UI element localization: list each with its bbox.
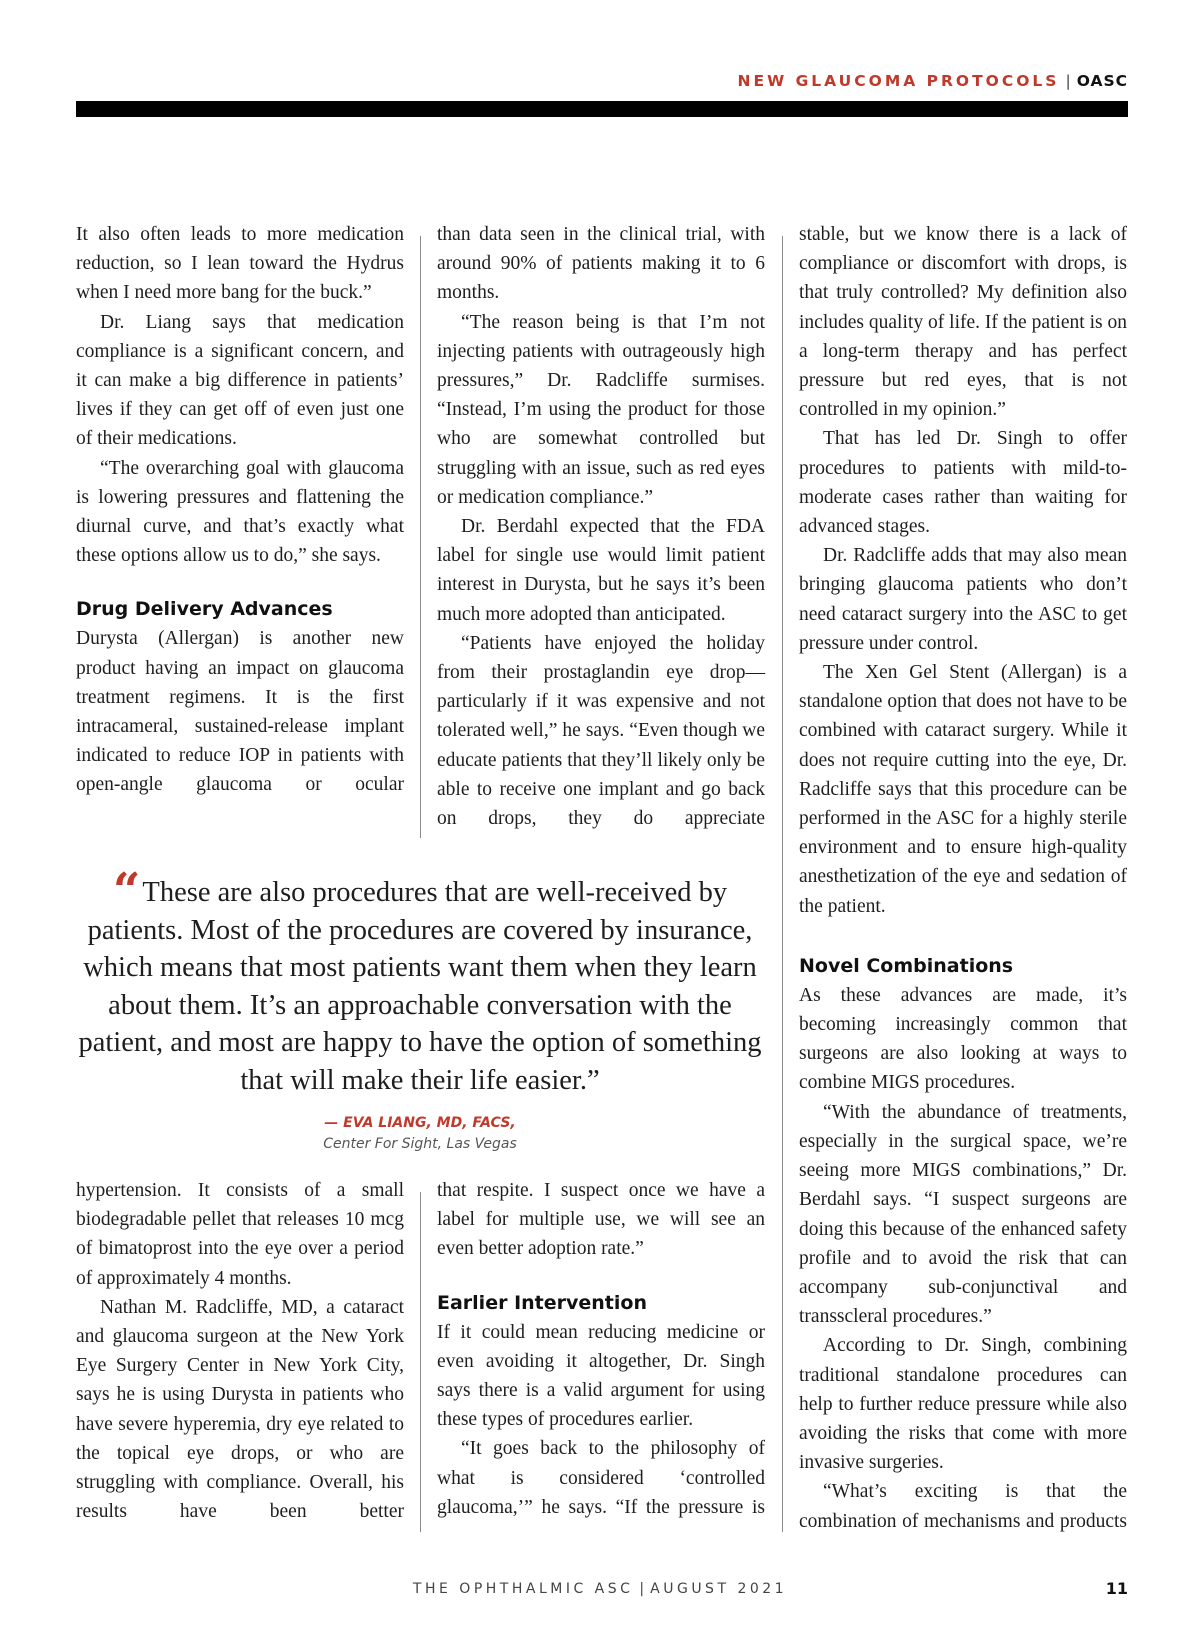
column-bottom-left	[76, 1176, 404, 1526]
footer-text	[0, 1581, 1200, 1597]
paragraph: Durysta (Allergan) is another new product having an impact on glaucoma treatment regimens. It is the first intracameral, sustained-release implant indicated to reduce IOP in patients with open-angle glaucoma or ocular	[76, 628, 404, 796]
column-bottom-middle	[437, 1176, 765, 1522]
paragraph: As these advances are made, it’s becoming increasingly common that surgeons are also looking at ways to combine MIGS procedures.	[799, 984, 1127, 1094]
header-separator: |	[1065, 72, 1071, 90]
publication-name: OASC	[1076, 72, 1128, 90]
column-divider	[420, 1192, 421, 1532]
subheading-drug-delivery: Drug Delivery Advances	[76, 598, 333, 621]
paragraph: If it could mean reducing medicine or even avoiding it altogether, Dr. Singh says there is a valid argument for using these types of procedures earlier.	[437, 1321, 765, 1431]
page-footer	[0, 1581, 1200, 1605]
column-right	[799, 220, 1127, 1536]
column-top-middle	[437, 220, 765, 833]
footer-separator: |	[639, 1581, 645, 1597]
paragraph: than data seen in the clinical trial, with around 90% of patients making it to 6 months.	[437, 224, 765, 304]
pull-quote-attribution	[76, 1113, 764, 1155]
paragraph: That has led Dr. Singh to offer procedures to patients with mild-to-moderate cases rather than waiting for advanced stages.	[799, 428, 1127, 538]
subheading-novel-combinations: Novel Combinations	[799, 954, 1014, 977]
attribution-name: — EVA LIANG, MD, FACS,	[324, 1115, 516, 1131]
column-divider	[420, 236, 421, 838]
paragraph: “With the abundance of treatments, especially in the surgical space, we’re seeing more MIGS combinations,” Dr. Berdahl says. “I suspect surgeons are doing this because of the enhanced safety profile and to avoid the risk that can accompany sub-conjunctival and transscleral procedures.”	[799, 1101, 1127, 1328]
paragraph: “The reason being is that I’m not injecting patients with outrageously high pressures,” Dr. Radcliffe surmises. “Instead, I’m using the product for those who are somewhat controlled but struggling with an issue, such as red eyes or medication compliance.”	[437, 311, 765, 508]
page-number: 11	[1105, 1579, 1128, 1598]
column-divider	[782, 236, 783, 1532]
paragraph: According to Dr. Singh, combining traditional standalone procedures can help to further reduce pressure while also avoiding the risks that come with more invasive surgeries.	[799, 1335, 1127, 1474]
magazine-name: THE OPHTHALMIC ASC	[412, 1581, 634, 1597]
paragraph: Dr. Liang says that medication compliance is a significant concern, and it can make a big difference in patients’ lives if they can get off of even just one of their medications.	[76, 311, 404, 450]
paragraph: Dr. Radcliffe adds that may also mean bringing glaucoma patients who don’t need cataract surgery into the ASC to get pressure under control.	[799, 545, 1127, 654]
paragraph: hypertension. It consists of a small biodegradable pellet that releases 10 mcg of bimatoprost into the eye over a period of approximately 4 months.	[76, 1180, 404, 1289]
paragraph: “The overarching goal with glaucoma is lowering pressures and flattening the diurnal curve, and that’s exactly what these options allow us to do,” she says.	[76, 457, 404, 567]
paragraph: that respite. I suspect once we have a label for multiple use, we will see an even better adoption rate.”	[437, 1180, 765, 1260]
pull-quote-text: These are also procedures that are well-received by patients. Most of the procedures are covered by insurance, which means that most patients want them when they learn about them. It’s an approachable conversation with the patient, and most are happy to have the option of something that will make their life easier.”	[78, 877, 762, 1096]
column-top-left	[76, 220, 404, 800]
paragraph: stable, but we know there is a lack of compliance or discomfort with drops, is that truly controlled? My definition also includes quality of life. If the patient is on a long-term therapy and has perfect pressure but red eyes, that is not controlled in my opinion.”	[799, 224, 1127, 421]
issue-date: AUGUST 2021	[650, 1581, 788, 1597]
subheading-earlier-intervention: Earlier Intervention	[437, 1291, 647, 1314]
paragraph: Dr. Berdahl expected that the FDA label for single use would limit patient interest in Durysta, but he says it’s been much more adopted than anticipated.	[437, 516, 765, 625]
paragraph: “It goes back to the philosophy of what is considered ‘controlled glaucoma,’” he says. “If the pressure is	[437, 1438, 765, 1518]
quote-mark-icon: “	[112, 863, 141, 919]
header-rule	[76, 101, 1128, 117]
paragraph: Nathan M. Radcliffe, MD, a cataract and glaucoma surgeon at the New York Eye Surgery Center in New York City, says he is using Durysta in patients who have severe hyperemia, dry eye related to the topical eye drops, or who are struggling with compliance. Overall, his results have been better	[76, 1296, 404, 1523]
running-header	[738, 72, 1128, 90]
section-title: NEW GLAUCOMA PROTOCOLS	[737, 72, 1060, 90]
attribution-affiliation: Center For Sight, Las Vegas	[323, 1136, 517, 1152]
paragraph: It also often leads to more medication reduction, so I lean toward the Hydrus when I need more bang for the buck.”	[76, 224, 404, 304]
paragraph: The Xen Gel Stent (Allergan) is a standalone option that does not have to be combined with cataract surgery. While it does not require cutting into the eye, Dr. Radcliffe says that this procedure can be performed in the ASC for a highly sterile environment and to ensure high-quality anesthetization of the eye and sedation of the patient.	[799, 662, 1127, 917]
paragraph: “Patients have enjoyed the holiday from their prostaglandin eye drop—particularly if it was expensive and not tolerated well,” he says. “Even though we educate patients that they’ll likely only be able to receive one implant and go back on drops, they do appreciate	[437, 632, 765, 830]
pull-quote	[76, 863, 764, 1099]
paragraph: “What’s exciting is that the combination of mechanisms and products	[799, 1481, 1127, 1532]
